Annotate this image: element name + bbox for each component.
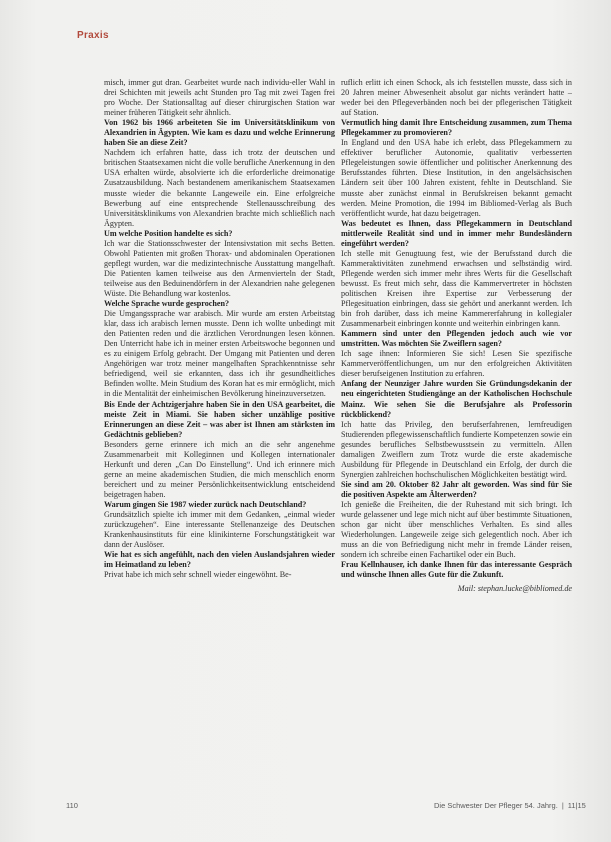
interview-question: Wie hat es sich angefühlt, nach den vielen Auslandsjahren wieder im Heimatland zu leben? (104, 550, 335, 570)
interview-question: Anfang der Neunziger Jahre wurden Sie Gründungsdekanin der neu eingerichteten Studiengänge an der Katholischen Hochschule Mainz. Wie sehen Sie die Berufsjahre als Professorin rückblickend? (341, 379, 572, 419)
interview-answer: Ich war die Stationsschwester der Intensivstation mit sechs Betten. Obwohl Patienten mit großen Thorax- und abdominalen Operationen gepflegt wurden, war die medizintechnische Ausstattung mangelhaft. Die Patienten kamen teilweise aus den Armenvierteln der Stadt, teilweise aus den Beduinendörfern in der Alexandrien nahe gelegenen Wüste. Die Behandlung war kostenlos. (104, 238, 335, 298)
interview-answer: Die Umgangssprache war arabisch. Mir wurde am ersten Arbeitstag klar, dass ich arabisch lernen musste. Denn ich wollte unbedingt mit den Patienten reden und die ärztlichen Verordnungen lesen können. Den Unterricht habe ich in meiner ersten Arbeitswoche begonnen und es zu einigem Erfolg gebracht. Der Umgang mit Patienten und deren Angehörigen war trotz meiner mangelhaften Sprachkenntnisse sehr befriedigend, weil sie erkannten, dass ich ihr gesundheitliches Befinden wollte. Mein Studium des Koran hat es mir ermöglicht, mich in die Mentalität der einheimischen Bevölkerung hineinzuversetzen. (104, 309, 335, 399)
interview-answer: ruflich erlitt ich einen Schock, als ich feststellen musste, dass sich in 20 Jahren meiner Abwesenheit absolut gar nichts verändert hatte – weder bei den Pflegeverbänden noch bei der pflegerischen Tätigkeit auf Station. (341, 78, 572, 118)
interview-answer: Ich hatte das Privileg, den berufserfahrenen, lernfreudigen Studierenden pflegewissenschaftlich fundierte Kompetenzen sowie ein gesundes berufliches Selbstbewusstsein zu vermitteln. Allen damaligen Zweiflern zum Trotz wurde die erste akademische Ausbildung für Pflegende in Deutschland ein Erfolg, der durch die Synergien zahlreichen hochschulischen Möglichkeiten bestätigt wird. (341, 419, 572, 479)
interview-question: Um welche Position handelte es sich? (104, 228, 233, 238)
footer-separator: | (561, 801, 564, 810)
interview-question: Von 1962 bis 1966 arbeiteten Sie im Universitätsklinikum von Alexandrien in Ägypten. Wie kam es dazu und welche Erinnerung haben Sie an diese Zeit? (104, 118, 335, 148)
interview-answer: Ich genieße die Freiheiten, die der Ruhestand mit sich bringt. Ich wurde gelassener und lege mich nicht auf über bestimmte Situationen, schon gar nicht über menschliches Verhalten. Es sind alles Wiederholungen. Langeweile zeige sich gelegentlich noch. Aber ich muss an die von Befriedigung nicht mehr in fremde Länder reisen, sondern ich schreibe einen Fachartikel oder ein Buch. (341, 499, 572, 560)
interview-answer: Privat habe ich mich sehr schnell wieder eingewöhnt. Be- (104, 570, 292, 580)
interview-answer: In England und den USA habe ich erlebt, dass Pflegekammern zu effektiver beruflicher Autonomie, qualitativ verbesserten Pflegeleistungen sowie öffentlicher und politischer Anerkennung des Berufsstandes führten. Diese Institution, in den angelsächsischen Ländern seit über 100 Jahren existent, fehlte in Deutschland. Sie musste aber zunächst einmal in Berufskreisen bekannt gemacht werden. Meine Promotion, die 1994 im Bibliomed-Verlag als Buch veröffentlicht wurde, hat dazu beigetragen. (341, 138, 572, 218)
interview-question: Vermutlich hing damit Ihre Entscheidung zusammen, zum Thema Pflegekammer zu promovieren? (341, 118, 572, 138)
section-label: Praxis (77, 30, 109, 41)
page-number: 110 (66, 801, 78, 810)
journal-footer (434, 801, 586, 810)
journal-name: Die Schwester Der Pfleger 54. Jahrg. (434, 801, 558, 810)
issue-number: 11|15 (567, 801, 586, 810)
interview-answer: Grundsätzlich spielte ich immer mit dem Gedanken, „einmal wieder zurückzugehen“. Eine interessante Stellenanzeige des Deutschen Krankenhausinstituts für eine klinikinterne Forschungstätigkeit war dann der Auslöser. (104, 510, 335, 550)
interview-question: Kammern sind unter den Pflegenden jedoch auch wie vor umstritten. Was möchten Sie Zweiflern sagen? (341, 329, 572, 349)
interview-answer: Besonders gerne erinnere ich mich an die sehr angenehme Zusammenarbeit mit Kolleginnen und Kollegen internationaler Herkunft und deren „Can Do Einstellung“. Und ich erinnere mich gerne an meine akademischen Studien, die mich menschlich enorm bereichert und zu meiner Persönlichkeitsentwicklung entscheidend beigetragen haben. (104, 439, 335, 499)
article-column-right (341, 78, 572, 778)
interview-question: Frau Kellnhauser, ich danke Ihnen für das interessante Gespräch und wünsche Ihnen alles Gute für die Zukunft. (341, 560, 572, 580)
interview-question: Was bedeutet es Ihnen, dass Pflegekammern in Deutschland mittlerweile Realität sind und in immer mehr Bundesländern eingeführt werden? (341, 218, 572, 248)
interview-question: Warum gingen Sie 1987 wieder zurück nach Deutschland? (104, 499, 307, 509)
interview-answer: Nachdem ich erfahren hatte, dass ich trotz der deutschen und britischen Staatsexamen nicht die volle berufliche Anerkennung in den USA erhalten würde, absolvierte ich die erforderliche dreimonatige Zusatzausbildung. Nach bestandenem amerikanischem Staatsexamen musste wieder die bekannte Langeweile ein. Eine erfolgreiche Bewerbung auf eine entsprechende Stellenausschreibung des Universitätsklinikums von Alexandrien brachte mich schließlich nach Ägypten. (104, 148, 335, 228)
author-email: Mail: stephan.lucke@bibliomed.de (457, 584, 572, 594)
interview-question: Bis Ende der Achtzigerjahre haben Sie in den USA gearbeitet, die meiste Zeit in Miami. Sie haben sicher unzählige positive Erinnerungen an diese Zeit – was aber ist Ihnen am stärksten im Gedächtnis geblieben? (104, 399, 335, 439)
interview-answer: Ich sage ihnen: Informieren Sie sich! Lesen Sie spezifische Kammerveröffentlichungen, um nur den erfolgreichen Aktivitäten dieser berufseigenen Institution zu erfahren. (341, 349, 572, 379)
article-column-left (104, 78, 335, 778)
interview-answer: Ich stelle mit Genugtuung fest, wie der Berufsstand durch die Kammeraktivitäten zunehmend erwachsen und selbständig wird. Pflegende werden sich immer mehr ihres Werts für die Gesellschaft bewusst. Es freut mich sehr, dass die Kammervertreter in höchsten politischen Kreisen ihre Expertise zur Verbesserung der Pflegesituation einbringen, dass sie gehört und anerkannt werden. Ich bin froh darüber, dass ich meine Kammererfahrung in kollegialer Zusammenarbeit einbringen konnte und weiterhin einbringen kann. (341, 248, 572, 329)
interview-question: Sie sind am 20. Oktober 82 Jahr alt geworden. Was sind für Sie die positiven Aspekte am Älterwerden? (341, 479, 572, 499)
interview-answer: misch, immer gut dran. Gearbeitet wurde nach individu-eller Wahl in drei Schichten mit jeweils acht Stunden pro Tag mit zwei Tagen frei pro Woche. Der Stationsalltag auf dieser chirurgischen Station war meiner früheren Tätigkeit sehr ähnlich. (104, 78, 335, 118)
interview-question: Welche Sprache wurde gesprochen? (104, 299, 230, 309)
